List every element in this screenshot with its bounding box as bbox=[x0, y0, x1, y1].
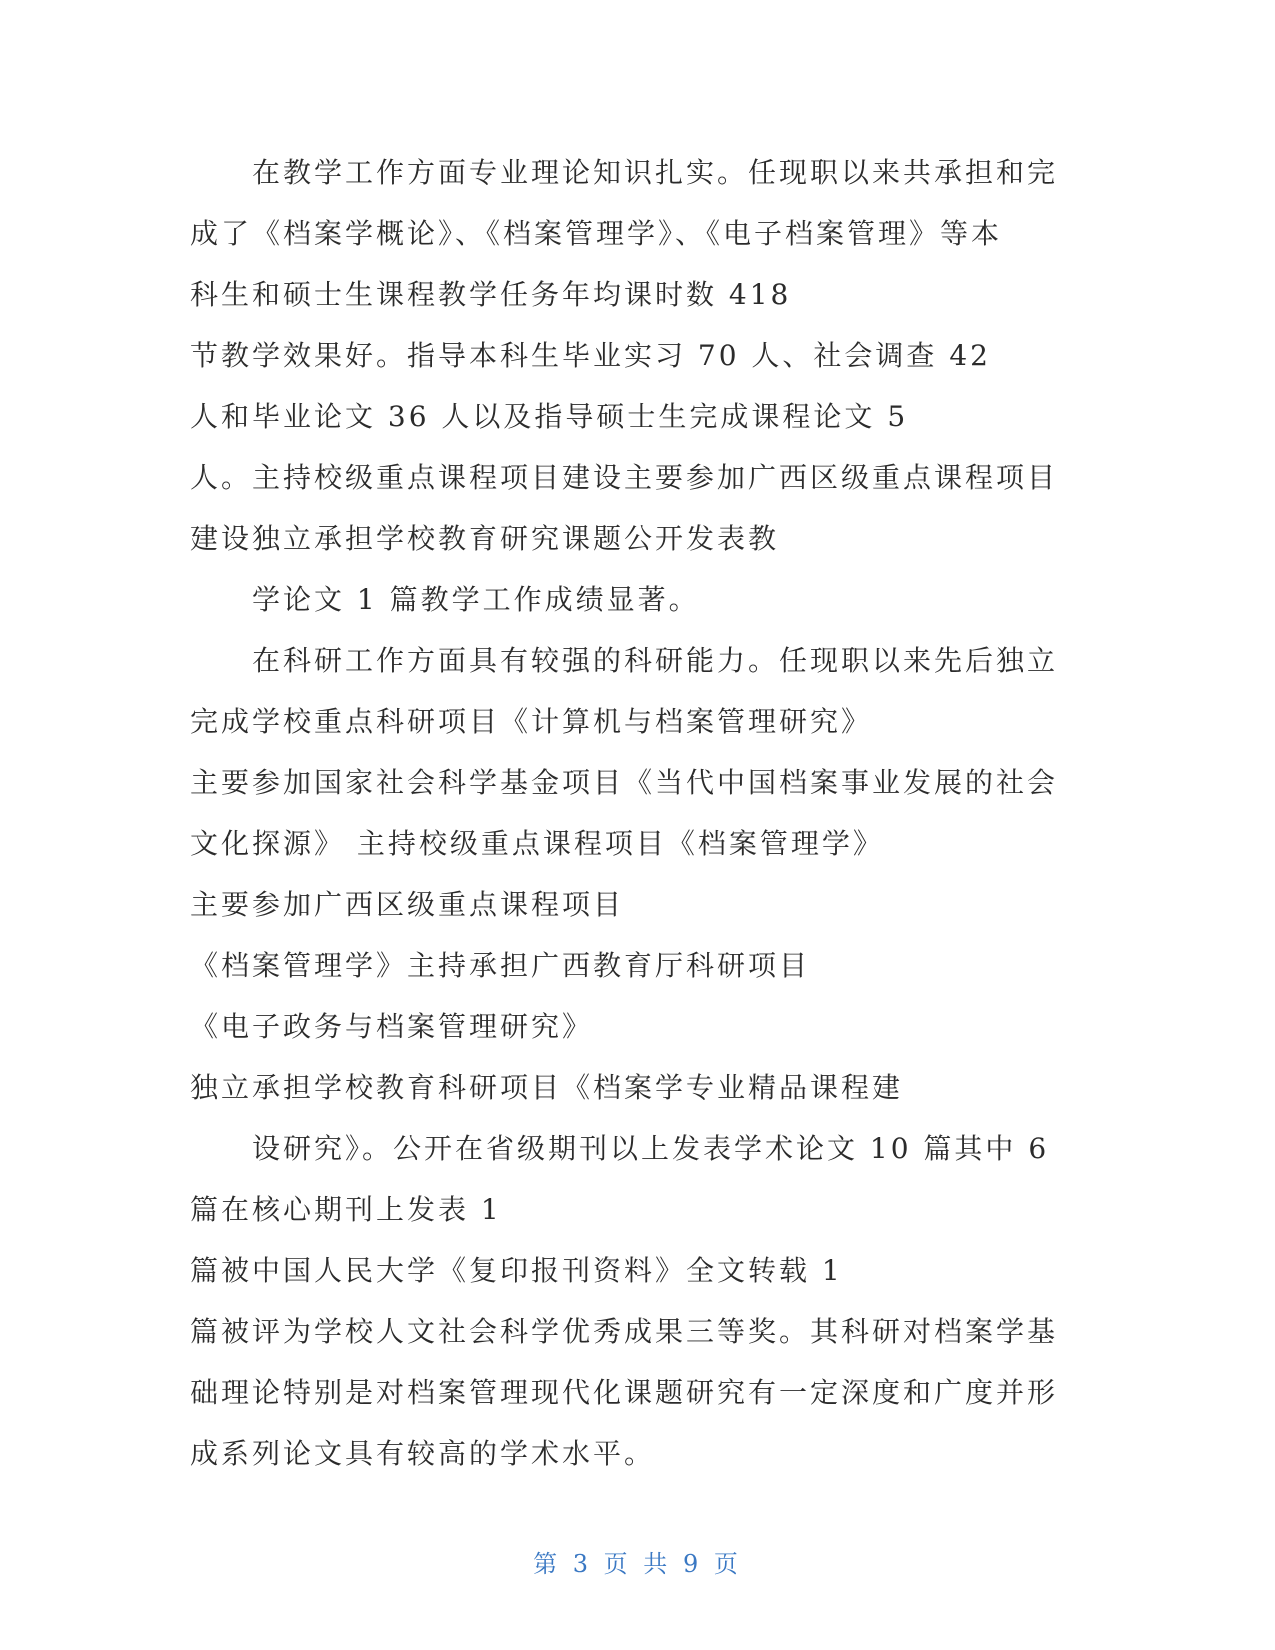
text-line: 在科研工作方面具有较强的科研能力。任现职以来先后独立 bbox=[252, 644, 1059, 677]
text-line: 设研究》。公开在省级期刊以上发表学术论文 10 篇其中 6 bbox=[252, 1132, 1050, 1165]
text-line: 独立承担学校教育科研项目《档案学专业精品课程建 bbox=[190, 1071, 904, 1104]
text-line: 科生和硕士生课程教学任务年均课时数 418 bbox=[190, 278, 792, 311]
text-line: 成了《档案学概论》、《档案管理学》、《电子档案管理》等本 bbox=[190, 217, 1003, 250]
text-line: 成系列论文具有较高的学术水平。 bbox=[190, 1437, 656, 1470]
text-line: 《档案管理学》主持承担广西教育厅科研项目 bbox=[190, 949, 811, 982]
text-line: 在教学工作方面专业理论知识扎实。任现职以来共承担和完 bbox=[252, 156, 1059, 189]
text-line: 篇被中国人民大学《复印报刊资料》全文转载 1 bbox=[190, 1254, 843, 1287]
document-body bbox=[190, 142, 1080, 1484]
text-line: 人和毕业论文 36 人以及指导硕士生完成课程论文 5 bbox=[190, 400, 909, 433]
text-line: 篇在核心期刊上发表 1 bbox=[190, 1193, 502, 1226]
text-line: 完成学校重点科研项目《计算机与档案管理研究》 bbox=[190, 705, 873, 738]
text-line: 节教学效果好。指导本科生毕业实习 70 人、社会调查 42 bbox=[190, 339, 991, 372]
text-line: 篇被评为学校人文社会科学优秀成果三等奖。其科研对档案学基 bbox=[190, 1315, 1059, 1348]
text-line: 主要参加广西区级重点课程项目 bbox=[190, 888, 625, 921]
text-line: 《电子政务与档案管理研究》 bbox=[190, 1010, 594, 1043]
text-line: 础理论特别是对档案管理现代化课题研究有一定深度和广度并形 bbox=[190, 1376, 1059, 1409]
text-line: 人。主持校级重点课程项目建设主要参加广西区级重点课程项目 bbox=[190, 461, 1059, 494]
text-line: 学论文 1 篇教学工作成绩显著。 bbox=[252, 583, 700, 616]
page-number-footer: 第 3 页 共 9 页 bbox=[533, 1550, 742, 1578]
text-line: 文化探源》 主持校级重点课程项目《档案管理学》 bbox=[190, 827, 884, 860]
text-line: 主要参加国家社会科学基金项目《当代中国档案事业发展的社会 bbox=[190, 766, 1059, 799]
text-line: 建设独立承担学校教育研究课题公开发表教 bbox=[190, 522, 780, 555]
